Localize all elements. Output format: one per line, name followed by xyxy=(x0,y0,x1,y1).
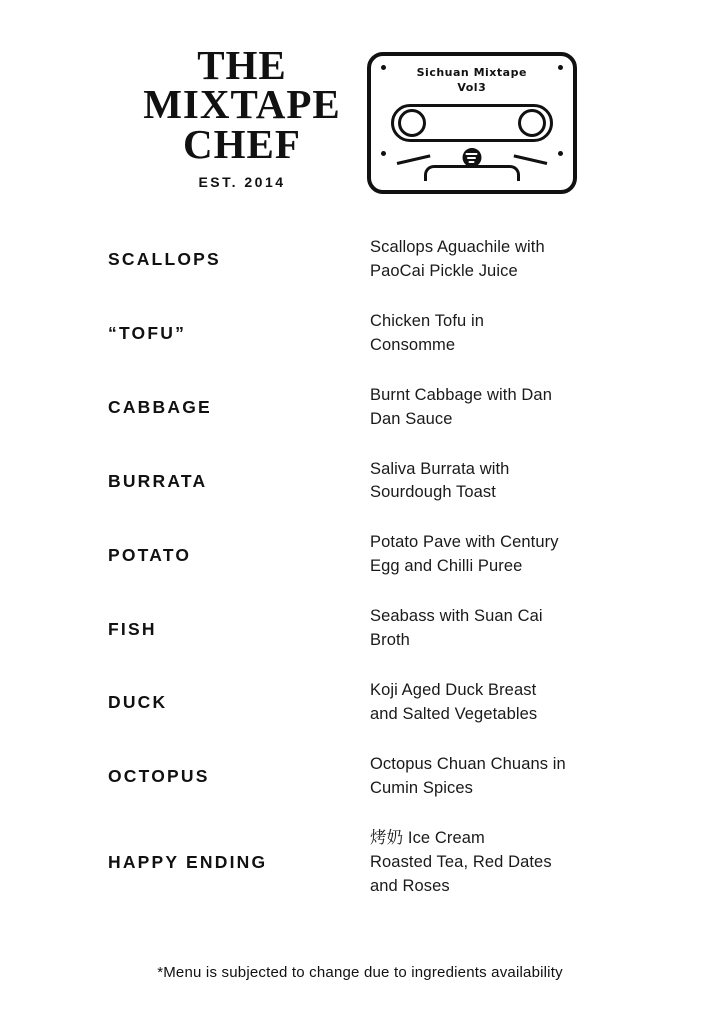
menu-item-label: DUCK xyxy=(108,692,168,713)
menu-item-description-line: Koji Aged Duck Breast xyxy=(370,681,537,700)
cassette-bevel-left xyxy=(396,154,430,165)
cassette-label xyxy=(371,66,573,96)
brand-line-1: THE xyxy=(197,42,287,88)
menu-item-description-line: Potato Pave with Century xyxy=(370,533,559,552)
cassette-label-line-1: Sichuan Mixtape xyxy=(416,66,527,79)
cassette-logo xyxy=(367,40,577,194)
menu-item-label: CABBAGE xyxy=(108,397,212,418)
menu-list xyxy=(0,236,720,899)
menu-item xyxy=(108,679,658,727)
footer-note: *Menu is subjected to change due to ingredients availability xyxy=(157,964,563,981)
menu-item-description-line: Dan Sauce xyxy=(370,409,453,428)
menu-item-description-line: PaoCai Pickle Juice xyxy=(370,261,518,280)
cassette-reel-window xyxy=(391,104,553,142)
menu-item xyxy=(108,310,658,358)
menu-item xyxy=(108,458,658,506)
cassette-screw-top-right xyxy=(558,65,563,70)
menu-item-label: OCTOPUS xyxy=(108,766,210,787)
menu-item-description-line: Seabass with Suan Cai xyxy=(370,607,543,626)
menu-item-description xyxy=(370,827,658,899)
cassette-screw-bottom-right xyxy=(558,151,563,156)
menu-item xyxy=(108,384,658,432)
cassette-label-line-2: Vol3 xyxy=(457,80,487,94)
menu-item xyxy=(108,531,658,579)
menu-item-description-line: and Salted Vegetables xyxy=(370,704,538,723)
cassette-icon xyxy=(367,52,577,194)
brand-line-3: CHEF xyxy=(183,120,301,167)
menu-item-description-line: and Roses xyxy=(370,876,450,895)
menu-item-description xyxy=(370,605,658,653)
menu-item xyxy=(108,753,658,801)
menu-item xyxy=(108,605,658,653)
brand-line-2: MIXTAPE xyxy=(143,81,341,128)
menu-item-description-line: Sourdough Toast xyxy=(370,483,496,502)
menu-item-label: SCALLOPS xyxy=(108,249,221,270)
cassette-screw-bottom-left xyxy=(381,151,386,156)
menu-item-label: HAPPY ENDING xyxy=(108,852,268,873)
menu-item-label: BURRATA xyxy=(108,470,208,491)
menu-item xyxy=(108,827,658,899)
cassette-head-notch xyxy=(424,165,520,181)
cassette-bevel-right xyxy=(513,154,547,165)
menu-header xyxy=(0,0,720,194)
menu-item-description xyxy=(370,531,658,579)
menu-item-description-line: Consomme xyxy=(370,335,456,354)
menu-item xyxy=(108,236,658,284)
menu-item-description xyxy=(370,310,658,358)
menu-item-label: “TOFU” xyxy=(108,323,187,344)
menu-item-description-line: Scallops Aguachile with xyxy=(370,238,545,256)
menu-item-description-line: Saliva Burrata with xyxy=(370,459,510,478)
cassette-reel-left xyxy=(398,109,426,137)
menu-item-description-line: Chicken Tofu in xyxy=(370,311,485,330)
cassette-screw-top-left xyxy=(381,65,386,70)
brand-wordmark xyxy=(143,40,341,190)
menu-item-label: POTATO xyxy=(108,544,192,565)
menu-item-label: FISH xyxy=(108,618,157,639)
menu-item-description xyxy=(370,753,658,801)
menu-item-description-line: Cumin Spices xyxy=(370,778,473,797)
menu-item-description-line: Egg and Chilli Puree xyxy=(370,557,523,576)
menu-item-description xyxy=(370,458,658,506)
established-text: EST. 2014 xyxy=(198,174,286,191)
cassette-reel-right xyxy=(518,109,546,137)
menu-item-description-line: Roasted Tea, Red Dates xyxy=(370,852,552,871)
menu-item-description-line: 烤奶 Ice Cream xyxy=(370,828,485,847)
menu-item-description-line: Burnt Cabbage with Dan xyxy=(370,385,552,404)
menu-item-description-line: Broth xyxy=(370,631,410,650)
menu-item-description xyxy=(370,384,658,432)
menu-item-description xyxy=(370,679,658,727)
menu-item-description-line: Octopus Chuan Chuans in xyxy=(370,754,566,773)
menu-item-description xyxy=(370,236,658,284)
